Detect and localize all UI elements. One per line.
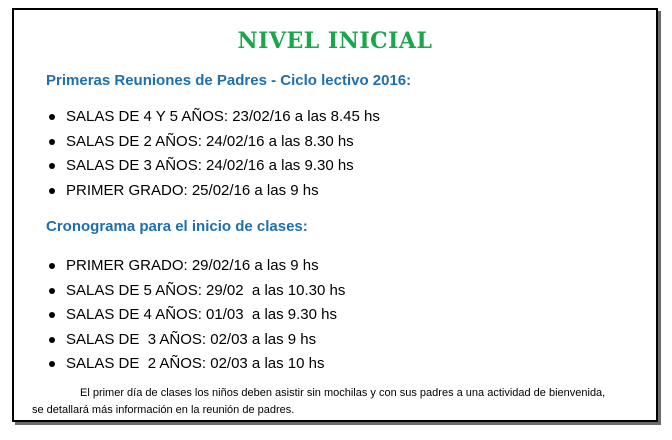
bullet-icon	[49, 114, 55, 120]
parent-meetings-list	[46, 105, 380, 203]
list-item-text: PRIMER GRADO: 29/02/16 a las 9 hs	[66, 257, 319, 274]
section-heading-class-schedule: Cronograma para el inicio de clases:	[46, 218, 308, 235]
list-item-text: SALAS DE 3 AÑOS: 24/02/16 a las 9.30 hs	[66, 157, 354, 174]
list-item	[46, 179, 380, 204]
class-schedule-list	[46, 254, 345, 377]
bullet-icon	[49, 163, 55, 169]
list-item	[46, 328, 345, 353]
list-item-text: PRIMER GRADO: 25/02/16 a las 9 hs	[66, 181, 319, 199]
bullet-icon	[49, 263, 55, 269]
list-item-text: SALAS DE 2 AÑOS: 02/03 a las 10 hs	[66, 355, 325, 372]
bullet-icon	[49, 288, 55, 294]
list-item-text: SALAS DE 4 AÑOS: 01/03 a las 9.30 hs	[66, 306, 337, 323]
list-item	[46, 130, 380, 155]
list-item	[46, 105, 380, 130]
section-heading-parent-meetings: Primeras Reuniones de Padres - Ciclo lectivo 2016:	[46, 72, 412, 89]
list-item-text: SALAS DE 5 AÑOS: 29/02 a las 10.30 hs	[66, 281, 346, 299]
list-item-text: SALAS DE 4 Y 5 AÑOS: 23/02/16 a las 8.45 hs	[66, 108, 380, 125]
footer-line-2: se detallará más información en la reunión de padres.	[32, 404, 295, 416]
list-item	[46, 279, 345, 304]
list-item-text: SALAS DE 3 AÑOS: 02/03 a las 9 hs	[66, 330, 317, 348]
footer-note	[32, 385, 642, 419]
page-title: NIVEL INICIAL	[237, 28, 433, 54]
bullet-icon	[49, 337, 55, 343]
list-item-text: SALAS DE 2 AÑOS: 24/02/16 a las 8.30 hs	[66, 132, 354, 150]
footer-line-1	[32, 385, 642, 402]
notice-box	[12, 8, 658, 422]
bullet-icon	[49, 312, 55, 318]
bullet-icon	[49, 361, 55, 367]
bullet-icon	[49, 188, 55, 194]
list-item	[46, 352, 345, 377]
list-item	[46, 154, 380, 179]
bullet-icon	[49, 139, 55, 145]
list-item	[46, 303, 345, 328]
list-item	[46, 254, 345, 279]
footer-text-1: El primer día de clases los niños deben asistir sin mochilas y con sus padres a una actividad de bienvenida,	[80, 387, 606, 399]
